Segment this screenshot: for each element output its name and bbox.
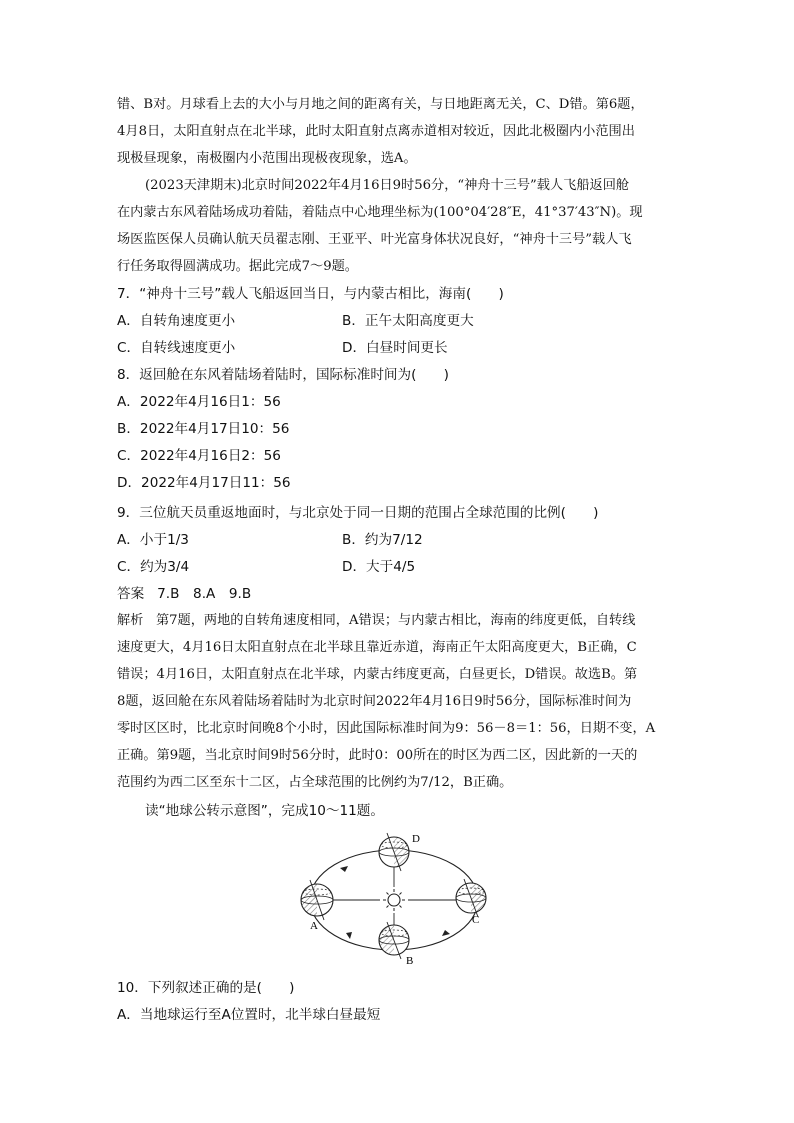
read-prompt: 读“地球公转示意图”，完成10～11题。 — [145, 803, 384, 819]
analysis-line: 零时区区时，比北京时间晚8个小时，因此国际标准时间为9：56－8＝1：56，日期不变，A — [117, 721, 656, 736]
orbit-arrow-icon — [346, 932, 352, 939]
passage-line: 场医监医保人员确认航天员翟志刚、王亚平、叶光富身体状况良好，“神舟十三号”载人飞 — [117, 232, 632, 247]
earth-revolution-diagram — [290, 826, 504, 974]
analysis-line — [117, 610, 682, 632]
label-c: C — [472, 914, 480, 926]
earth-position-a-icon — [301, 880, 333, 920]
analysis-line: 8题，返回舱在东风着陆场着陆时为北京时间2022年4月16日9时56分，国际标准时间为 — [117, 694, 632, 709]
prev-explanation-line: 4月8日，太阳直射点在北半球，此时太阳直射点离赤道相对较近，因此北极圈内小范围出 — [117, 124, 635, 139]
label-d: D — [412, 833, 420, 845]
analysis-line: 速度更大，4月16日太阳直射点在北半球且靠近赤道，海南正午太阳高度更大，B正确，C — [117, 640, 637, 655]
label-b: B — [406, 955, 414, 967]
passage-line: 行任务取得圆满成功。据此完成7～9题。 — [117, 259, 358, 274]
question-9-option-d: D．大于4/5 — [342, 559, 416, 575]
question-9-option-a: A．小于1/3 — [117, 532, 189, 548]
orbit-arrow-icon — [340, 866, 348, 872]
analysis-label: 解析 — [117, 613, 144, 628]
question-9-option-c: C．约为3/4 — [117, 559, 190, 575]
analysis-line: 正确。第9题，当北京时间9时56分时，此时0：00所在的时区为西二区，因此新的一天的 — [117, 748, 638, 763]
passage-line: 在内蒙古东风着陆场成功着陆，着陆点中心地理坐标为(100°04′28″E，41°37′43″N)。现 — [117, 205, 643, 220]
earth-position-d-icon — [379, 833, 409, 871]
answer-line — [117, 583, 682, 605]
answer-text: 7.B 8.A 9.B — [157, 586, 252, 602]
earth-position-b-icon — [379, 922, 409, 959]
question-10-option-a: A．当地球运行至A位置时，北半球白昼最短 — [117, 1007, 381, 1023]
question-7-option-c: C．自转线速度更小 — [117, 340, 236, 356]
question-7-option-a: A．自转角速度更小 — [117, 313, 236, 329]
question-7-option-d: D．白昼时间更长 — [342, 340, 448, 356]
question-8-option-b: B．2022年4月17日10：56 — [117, 421, 290, 437]
question-8-option-c: C．2022年4月16日2：56 — [117, 448, 281, 464]
analysis-line: 范围约为西二区至东十二区，占全球范围的比例约为7/12，B正确。 — [117, 775, 513, 790]
passage-line: (2023天津期末)北京时间2022年4月16日9时56分，“神舟十三号”载人飞船返回舱 — [145, 178, 630, 193]
question-7-option-b: B．正午太阳高度更大 — [342, 313, 474, 329]
question-8-stem: 8．返回舱在东风着陆场着陆时，国际标准时间为( ) — [117, 367, 449, 383]
question-7-stem: 7．“神舟十三号”载人飞船返回当日，与内蒙古相比，海南( ) — [117, 286, 504, 302]
answer-label: 答案 — [117, 586, 145, 602]
question-9-option-b: B．约为7/12 — [342, 532, 423, 548]
earth-position-c-icon — [456, 879, 486, 917]
question-8-option-a: A．2022年4月16日1：56 — [117, 394, 281, 410]
prev-explanation-line: 现极昼现象，南极圈内小范围出现极夜现象，选A。 — [117, 151, 417, 166]
question-8-option-d: D．2022年4月17日11：56 — [117, 475, 291, 491]
label-a: A — [310, 920, 318, 932]
orbit-arrow-icon — [442, 930, 450, 936]
analysis-line: 错误；4月16日，太阳直射点在北半球，内蒙古纬度更高，白昼更长，D错误。故选B。第 — [117, 667, 638, 682]
analysis-text: 第7题，两地的自转角速度相同，A错误；与内蒙古相比，海南的纬度更低，自转线 — [155, 613, 636, 628]
sun-icon — [383, 889, 405, 911]
question-10-stem: 10．下列叙述正确的是( ) — [117, 980, 295, 996]
prev-explanation-line: 错、B对。月球看上去的大小与月地之间的距离有关，与日地距离无关，C、D错。第6题， — [117, 97, 644, 112]
question-9-stem: 9．三位航天员重返地面时，与北京处于同一日期的范围占全球范围的比例( ) — [117, 505, 599, 521]
